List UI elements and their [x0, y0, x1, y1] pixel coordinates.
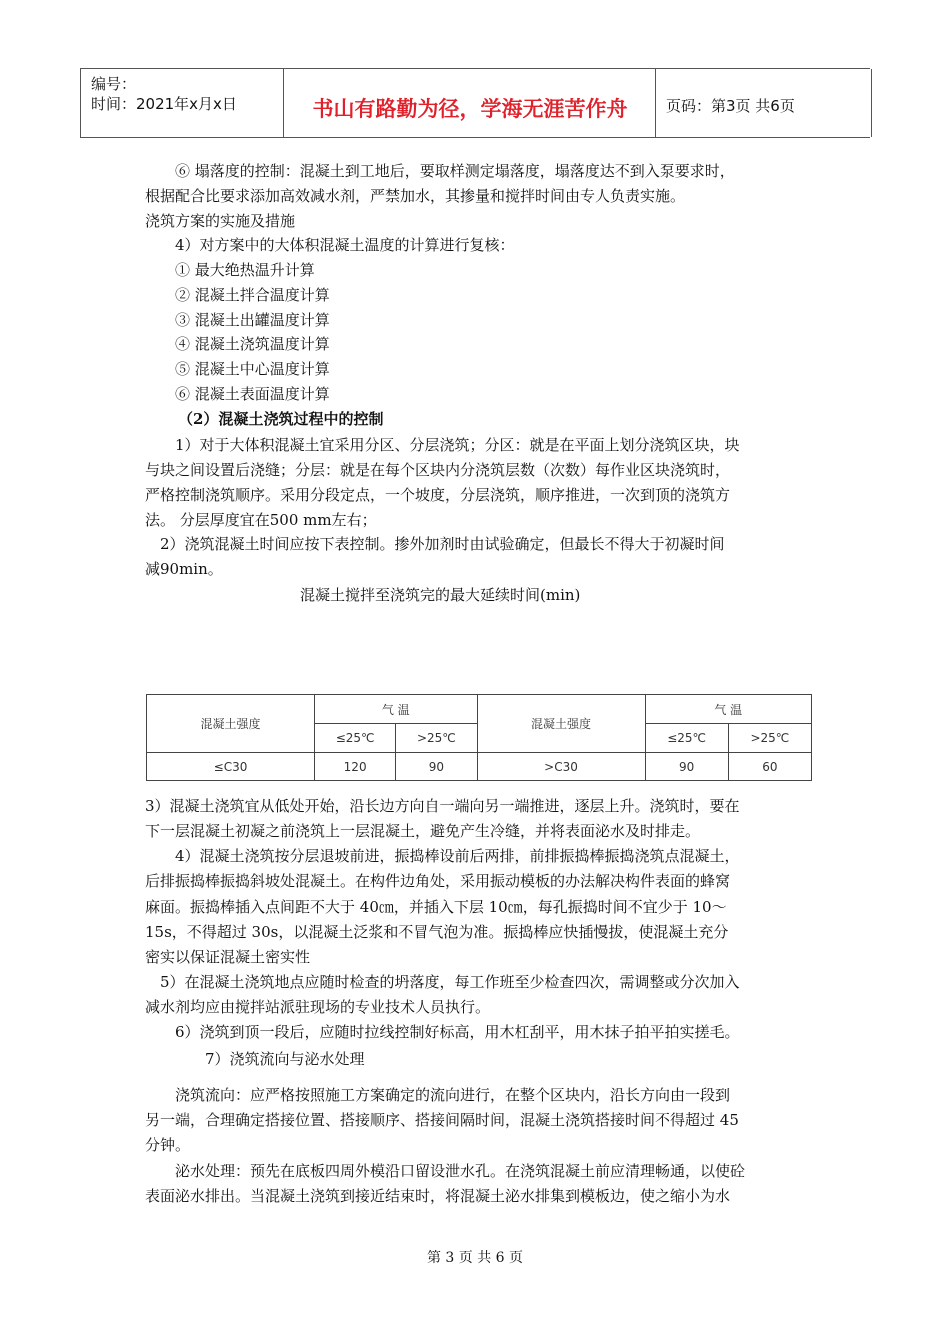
section-heading: 浇筑方案的实施及措施 — [145, 212, 296, 230]
list-item: ① 最大绝热温升计算 — [175, 261, 315, 279]
header-cell: ≤25℃ — [315, 724, 396, 753]
table-caption: 混凝土搅拌至浇筑完的最大延续时间(min) — [300, 586, 581, 604]
body-line: 下一层混凝土初凝之前浇筑上一层混凝土，避免产生冷缝，并将表面泌水及时排走。 — [145, 822, 701, 840]
table-cell: 60 — [728, 753, 811, 781]
body-line: 减90min。 — [145, 560, 223, 578]
number-label: 编号： — [91, 75, 137, 93]
table-row — [147, 753, 812, 781]
body-line: 后排振捣棒振捣斜坡处混凝土。在构件边角处，采用振动模板的办法解决构件表面的蜂窝 — [145, 872, 731, 890]
body-line: 另一端，合理确定搭接位置、搭接顺序、搭接间隔时间，混凝土浇筑搭接时间不得超过 45 — [145, 1111, 739, 1129]
header-info-cell — [80, 69, 284, 137]
body-line: 麻面。振捣棒插入点间距不大于 40㎝，并插入下层 10㎝，每孔振捣时间不宜少于 10～ — [145, 898, 727, 916]
header-cell: 混凝土强度 — [147, 695, 315, 753]
page-indicator: 页码：第3页 共6页 — [666, 97, 795, 115]
header-cell: 气 温 — [315, 695, 478, 724]
body-line: 15s，不得超过 30s，以混凝土泛浆和不冒气泡为准。振捣棒应快插慢拔，使混凝土充分 — [145, 923, 729, 941]
duration-table — [146, 694, 812, 781]
body-line: 3）混凝土浇筑宜从低处开始，沿长边方向自一端向另一端推进，逐层上升。浇筑时，要在 — [145, 797, 740, 815]
table-cell: 120 — [315, 753, 396, 781]
body-line: 1）对于大体积混凝土宜采用分区、分层浇筑；分区：就是在平面上划分浇筑区块，块 — [175, 436, 740, 454]
body-line: 2）浇筑混凝土时间应按下表控制。掺外加剂时由试验确定，但最长不得大于初凝时间 — [160, 535, 725, 553]
body-line: 泌水处理：预先在底板四周外模沿口留设泄水孔。在浇筑混凝土前应清理畅通，以使砼 — [175, 1162, 746, 1180]
header-cell: 气 温 — [645, 695, 811, 724]
motto: 书山有路勤为径，学海无涯苦作舟 — [312, 97, 628, 121]
body-line: 与块之间设置后浇缝；分层：就是在每个区块内分浇筑层数（次数）每作业区块浇筑时， — [145, 461, 731, 479]
table-cell: ≤C30 — [147, 753, 315, 781]
header-cell: ≤25℃ — [645, 724, 728, 753]
time-label: 时间：2021年x月x日 — [91, 95, 237, 113]
header-cell: 混凝土强度 — [477, 695, 645, 753]
header-cell: >25℃ — [728, 724, 811, 753]
list-item: ③ 混凝土出罐温度计算 — [175, 311, 330, 329]
body-line: 4）混凝土浇筑按分层退坡前进，振捣棒设前后两排，前排振捣棒振捣浇筑点混凝土， — [175, 847, 740, 865]
body-line: 减水剂均应由搅拌站派驻现场的专业技术人员执行。 — [145, 998, 491, 1016]
body-line: ⑥ 塌落度的控制：混凝土到工地后，要取样测定塌落度，塌落度达不到入泵要求时， — [175, 162, 735, 180]
page-footer: 第 3 页 共 6 页 — [426, 1250, 524, 1266]
body-line: 浇筑流向：应严格按照施工方案确定的流向进行，在整个区块内，沿长方向由一段到 — [175, 1086, 731, 1104]
page-header — [80, 68, 870, 138]
table-cell: 90 — [645, 753, 728, 781]
header-page-cell — [655, 69, 872, 137]
body-line: 5）在混凝土浇筑地点应随时检查的坍落度，每工作班至少检查四次，需调整或分次加入 — [160, 973, 740, 991]
header-cell: >25℃ — [396, 724, 477, 753]
list-item: ② 混凝土拌合温度计算 — [175, 286, 330, 304]
table-cell: 90 — [396, 753, 477, 781]
body-line: 6）浇筑到顶一段后，应随时拉线控制好标高，用木杠刮平，用木抹子拍平拍实搓毛。 — [175, 1023, 740, 1041]
body-line: 4）对方案中的大体积混凝土温度的计算进行复核： — [175, 236, 515, 254]
body-line: 表面泌水排出。当混凝土浇筑到接近结束时，将混凝土泌水排集到模板边，使之缩小为水 — [145, 1187, 731, 1205]
list-item: ④ 混凝土浇筑温度计算 — [175, 335, 330, 353]
list-item: ⑥ 混凝土表面温度计算 — [175, 385, 330, 403]
body-line: 分钟。 — [145, 1136, 191, 1154]
section-heading: （2）混凝土浇筑过程中的控制 — [178, 410, 384, 428]
header-motto-cell — [283, 69, 656, 137]
body-line: 密实以保证混凝土密实性 — [145, 948, 311, 966]
body-line: 严格控制浇筑顺序。采用分段定点，一个坡度，分层浇筑，顺序推进，一次到顶的浇筑方 — [145, 486, 731, 504]
list-item: ⑤ 混凝土中心温度计算 — [175, 360, 330, 378]
body-line: 根据配合比要求添加高效减水剂，严禁加水，其掺量和搅拌时间由专人负责实施。 — [145, 187, 686, 205]
table-cell: >C30 — [477, 753, 645, 781]
section-heading: 7）浇筑流向与泌水处理 — [205, 1050, 365, 1068]
body-line: 法。 分层厚度宜在500 mm左右； — [145, 511, 377, 529]
